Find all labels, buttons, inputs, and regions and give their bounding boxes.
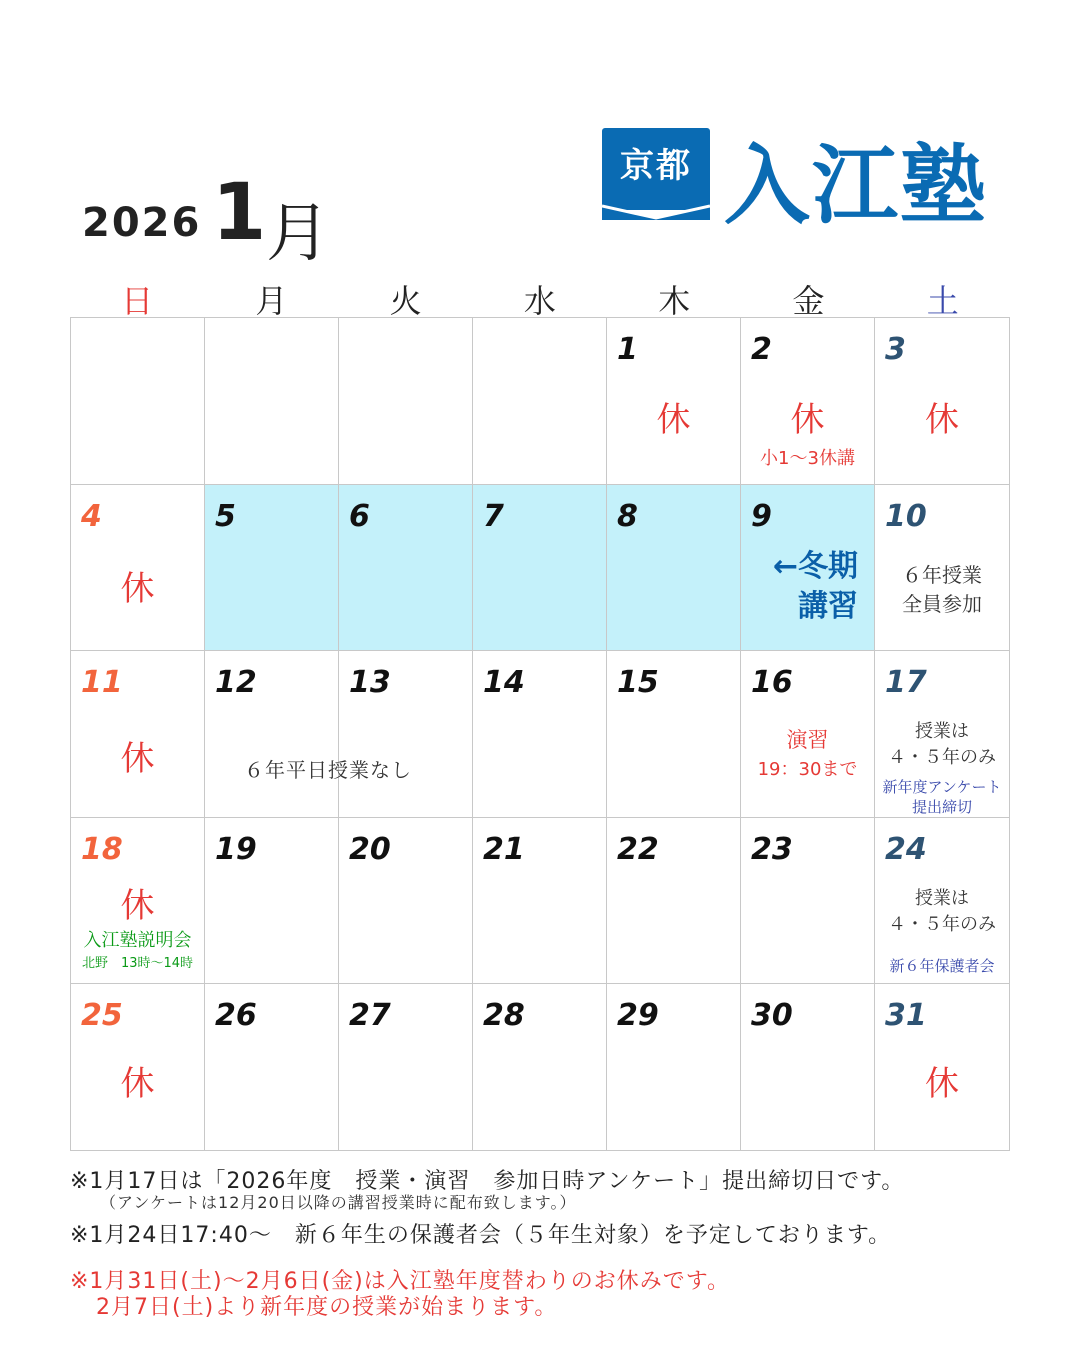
note-line-2: 提出締切 bbox=[911, 798, 972, 816]
day-cell-22 bbox=[607, 818, 741, 984]
winter-line-2: 講習 bbox=[798, 589, 858, 624]
day-number: 6 bbox=[349, 499, 370, 534]
day-cell-8 bbox=[607, 485, 741, 651]
day-note bbox=[741, 725, 874, 785]
day-cell-empty bbox=[205, 318, 339, 485]
day-cell-2 bbox=[741, 318, 875, 485]
day-number: 2 bbox=[751, 332, 772, 367]
month-number: 1 bbox=[212, 168, 267, 258]
weekday-sat: 土 bbox=[926, 282, 959, 320]
day-cell-5 bbox=[205, 485, 339, 651]
footer-note-1: ※1月17日は「2026年度 授業・演習 参加日時アンケート」提出締切日です。 bbox=[70, 1169, 905, 1194]
logo-box-text: 京都 bbox=[620, 146, 692, 186]
day-cell-28 bbox=[473, 984, 607, 1151]
day-cell-7 bbox=[473, 485, 607, 651]
day-cell-21 bbox=[473, 818, 607, 984]
day-number: 26 bbox=[215, 998, 257, 1033]
logo-main-text: 入江塾 bbox=[724, 136, 988, 236]
note-line-1: 授業は bbox=[915, 888, 969, 909]
day-cell-1 bbox=[607, 318, 741, 485]
day-number: 16 bbox=[751, 665, 793, 700]
day-number: 5 bbox=[215, 499, 236, 534]
day-number: 14 bbox=[483, 665, 525, 700]
day-cell-empty bbox=[71, 318, 205, 485]
day-cell-25 bbox=[71, 984, 205, 1151]
day-note-blue: 新６年保護者会 bbox=[889, 957, 995, 975]
day-cell-14 bbox=[473, 651, 607, 818]
day-number: 24 bbox=[885, 832, 927, 867]
footer-note-4: 2月7日(土)より新年度の授業が始まります。 bbox=[96, 1295, 558, 1320]
holiday-mark: 休 bbox=[120, 739, 155, 779]
day-cell-empty bbox=[473, 318, 607, 485]
day-number: 19 bbox=[215, 832, 257, 867]
day-cell-16 bbox=[741, 651, 875, 818]
weekday-thu: 木 bbox=[658, 282, 691, 320]
day-cell-20 bbox=[339, 818, 473, 984]
holiday-mark: 休 bbox=[925, 1064, 959, 1104]
day-cell-19 bbox=[205, 818, 339, 984]
day-cell-empty bbox=[339, 318, 473, 485]
weekday-tue: 火 bbox=[389, 282, 422, 320]
day-cell-24 bbox=[875, 818, 1010, 984]
day-note bbox=[875, 886, 1009, 938]
day-number: 11 bbox=[81, 665, 123, 700]
day-cell-30 bbox=[741, 984, 875, 1151]
day-number: 10 bbox=[885, 499, 927, 534]
day-number: 20 bbox=[349, 832, 391, 867]
day-cell-18 bbox=[71, 818, 205, 984]
day-note bbox=[875, 561, 1009, 619]
footer-note-1-sub: （アンケートは12月20日以降の講習授業時に配布致します。） bbox=[100, 1193, 577, 1212]
day-number: 9 bbox=[751, 499, 772, 534]
day-cell-13 bbox=[339, 651, 473, 818]
winter-line-1: ←冬期 bbox=[772, 549, 858, 584]
holiday-mark: 休 bbox=[120, 886, 155, 926]
holiday-mark: 休 bbox=[790, 400, 825, 440]
day-note-green-small: 北野 13時～14時 bbox=[81, 956, 194, 971]
week3-note: ６年平日授業なし bbox=[244, 758, 412, 782]
day-number: 8 bbox=[617, 499, 638, 534]
day-number: 3 bbox=[885, 332, 906, 367]
day-cell-4 bbox=[71, 485, 205, 651]
day-cell-23 bbox=[741, 818, 875, 984]
weekday-fri: 金 bbox=[792, 282, 825, 320]
weekday-mon: 月 bbox=[255, 282, 288, 320]
note-line-1: ６年授業 bbox=[902, 563, 982, 587]
day-number: 21 bbox=[483, 832, 525, 867]
holiday-mark: 休 bbox=[120, 1064, 155, 1104]
day-cell-11 bbox=[71, 651, 205, 818]
day-note: 小1～3休講 bbox=[760, 448, 855, 469]
note-line-2: ４・５年のみ bbox=[888, 747, 996, 768]
day-number: 28 bbox=[483, 998, 525, 1033]
day-cell-27 bbox=[339, 984, 473, 1151]
day-number: 25 bbox=[81, 998, 123, 1033]
day-number: 7 bbox=[483, 499, 504, 534]
calendar-grid bbox=[70, 317, 1010, 1151]
footer-note-2: ※1月24日17:40～ 新６年生の保護者会（５年生対象）を予定しております。 bbox=[70, 1223, 892, 1248]
note-line-1: 授業は bbox=[915, 721, 969, 742]
day-cell-15 bbox=[607, 651, 741, 818]
day-note-blue bbox=[875, 777, 1009, 817]
month-kanji: 月 bbox=[266, 197, 330, 271]
day-cell-17 bbox=[875, 651, 1010, 818]
book-fold-icon bbox=[602, 204, 710, 220]
day-number: 27 bbox=[349, 998, 391, 1033]
day-number: 4 bbox=[81, 499, 102, 534]
day-number: 30 bbox=[751, 998, 793, 1033]
day-number: 18 bbox=[81, 832, 123, 867]
day-cell-12 bbox=[205, 651, 339, 818]
winter-course-label bbox=[773, 547, 858, 627]
holiday-mark: 休 bbox=[925, 400, 959, 440]
year-label: 2026 bbox=[82, 200, 202, 246]
note-line-1: 新年度アンケート bbox=[882, 778, 1002, 796]
day-cell-26 bbox=[205, 984, 339, 1151]
day-cell-31 bbox=[875, 984, 1010, 1151]
day-number: 1 bbox=[617, 332, 638, 367]
note-line-2: 19：30まで bbox=[757, 759, 858, 780]
book-logo-icon bbox=[602, 128, 710, 210]
weekday-wed: 水 bbox=[523, 282, 556, 320]
weekday-sun: 日 bbox=[121, 282, 154, 320]
holiday-mark: 休 bbox=[656, 400, 691, 440]
day-number: 31 bbox=[885, 998, 927, 1033]
day-cell-6 bbox=[339, 485, 473, 651]
day-number: 15 bbox=[617, 665, 659, 700]
note-line-2: 全員参加 bbox=[902, 592, 982, 616]
day-number: 29 bbox=[617, 998, 659, 1033]
weekday-header bbox=[70, 276, 1010, 320]
holiday-mark: 休 bbox=[120, 569, 155, 609]
footer-note-3: ※1月31日(土)～2月6日(金)は入江塾年度替わりのお休みです。 bbox=[70, 1269, 730, 1294]
day-cell-29 bbox=[607, 984, 741, 1151]
day-number: 13 bbox=[349, 665, 391, 700]
day-number: 17 bbox=[885, 665, 927, 700]
day-cell-9 bbox=[741, 485, 875, 651]
day-cell-10 bbox=[875, 485, 1010, 651]
day-cell-3 bbox=[875, 318, 1010, 485]
day-note bbox=[875, 719, 1009, 771]
note-line-2: ４・５年のみ bbox=[888, 914, 996, 935]
day-number: 12 bbox=[215, 665, 257, 700]
note-line-1: 演習 bbox=[786, 728, 829, 752]
day-number: 22 bbox=[617, 832, 659, 867]
day-number: 23 bbox=[751, 832, 793, 867]
day-note-green: 入江塾説明会 bbox=[83, 930, 192, 951]
